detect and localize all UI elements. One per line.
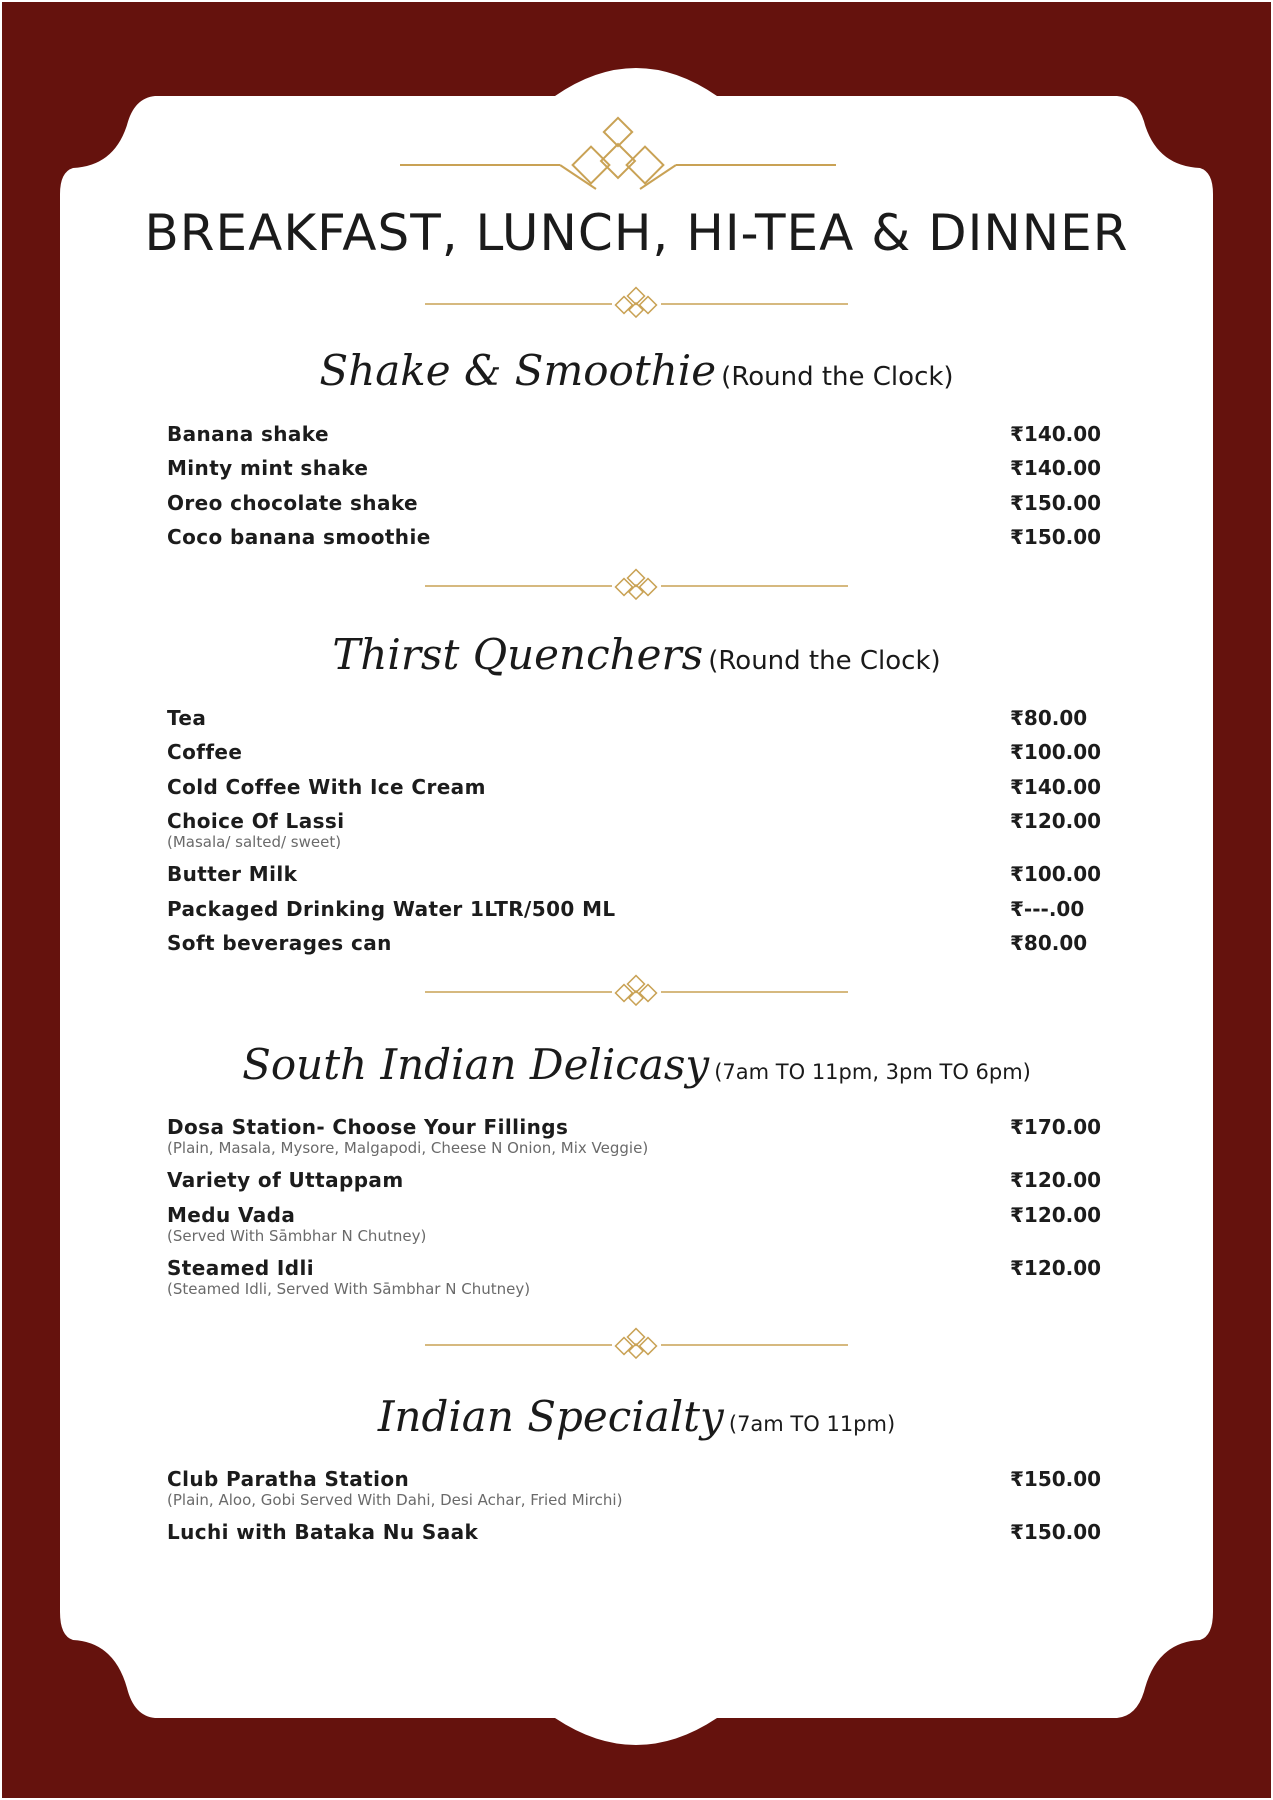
menu-item-name: Dosa Station- Choose Your Fillings — [167, 1115, 569, 1139]
menu-item-name: Butter Milk — [167, 862, 298, 886]
menu-item-name: Banana shake — [167, 422, 329, 446]
menu-item-price: ₹100.00 — [1010, 740, 1102, 764]
section-heading-thirst — [0, 630, 1273, 679]
menu-title: BREAKFAST, LUNCH, HI-TEA & DINNER — [144, 204, 1129, 262]
menu-item-price: ₹80.00 — [1010, 706, 1088, 730]
menu-item-description: (Plain, Aloo, Gobi Served With Dahi, Desi Achar, Fried Mirchi) — [167, 1491, 623, 1509]
menu-item-name: Minty mint shake — [167, 456, 369, 480]
section-name: Thirst Quenchers — [332, 630, 704, 679]
menu-item-name: Soft beverages can — [167, 931, 392, 955]
divider-ornament-icon — [0, 284, 1273, 320]
section-name: South Indian Delicasy — [242, 1040, 710, 1089]
menu-item-name: Coffee — [167, 740, 243, 764]
menu-item-price: ₹150.00 — [1010, 1467, 1102, 1491]
section-name: Indian Specialty — [377, 1392, 724, 1441]
menu-item-name: Tea — [167, 706, 207, 730]
top-ornament-icon — [400, 115, 836, 191]
section-heading-indian-specialty — [0, 1392, 1273, 1441]
menu-item-description: (Steamed Idli, Served With Sāmbhar N Chutney) — [167, 1280, 531, 1298]
menu-item-price: ₹120.00 — [1010, 809, 1102, 833]
menu-item-price: ₹120.00 — [1010, 1168, 1102, 1192]
section-heading-south-indian — [0, 1040, 1273, 1089]
menu-item-price: ₹150.00 — [1010, 525, 1102, 549]
section-heading-shake — [0, 346, 1273, 395]
section-hours: (7am TO 11pm) — [728, 1412, 896, 1436]
menu-item-price: ₹120.00 — [1010, 1203, 1102, 1227]
menu-item-description: (Served With Sāmbhar N Chutney) — [167, 1227, 427, 1245]
menu-item-name: Oreo chocolate shake — [167, 491, 418, 515]
menu-item-price: ₹150.00 — [1010, 491, 1102, 515]
menu-item-price: ₹140.00 — [1010, 775, 1102, 799]
menu-item-name: Choice Of Lassi — [167, 809, 345, 833]
menu-item-description: (Plain, Masala, Mysore, Malgapodi, Cheese N Onion, Mix Veggie) — [167, 1139, 649, 1157]
divider-ornament-icon — [0, 1325, 1273, 1361]
menu-item-price: ₹150.00 — [1010, 1520, 1102, 1544]
menu-item-price: ₹100.00 — [1010, 862, 1102, 886]
menu-item-description: (Masala/ salted/ sweet) — [167, 833, 342, 851]
menu-item-price: ₹140.00 — [1010, 456, 1102, 480]
menu-item-price: ₹80.00 — [1010, 931, 1088, 955]
menu-item-name: Coco banana smoothie — [167, 525, 431, 549]
menu-item-name: Luchi with Bataka Nu Saak — [167, 1520, 479, 1544]
section-hours: (Round the Clock) — [708, 646, 941, 676]
menu-item-name: Packaged Drinking Water 1LTR/500 ML — [167, 897, 616, 921]
section-hours: (7am TO 11pm, 3pm TO 6pm) — [714, 1060, 1031, 1084]
section-hours: (Round the Clock) — [721, 362, 954, 392]
menu-item-price: ₹---.00 — [1010, 897, 1085, 921]
menu-item-price: ₹140.00 — [1010, 422, 1102, 446]
menu-item-name: Medu Vada — [167, 1203, 296, 1227]
divider-ornament-icon — [0, 972, 1273, 1008]
section-name: Shake & Smoothie — [319, 346, 717, 395]
menu-item-price: ₹170.00 — [1010, 1115, 1102, 1139]
menu-item-name: Cold Coffee With Ice Cream — [167, 775, 486, 799]
menu-item-price: ₹120.00 — [1010, 1256, 1102, 1280]
menu-item-name: Club Paratha Station — [167, 1467, 410, 1491]
divider-ornament-icon — [0, 566, 1273, 602]
menu-item-name: Variety of Uttappam — [167, 1168, 404, 1192]
menu-item-name: Steamed Idli — [167, 1256, 314, 1280]
